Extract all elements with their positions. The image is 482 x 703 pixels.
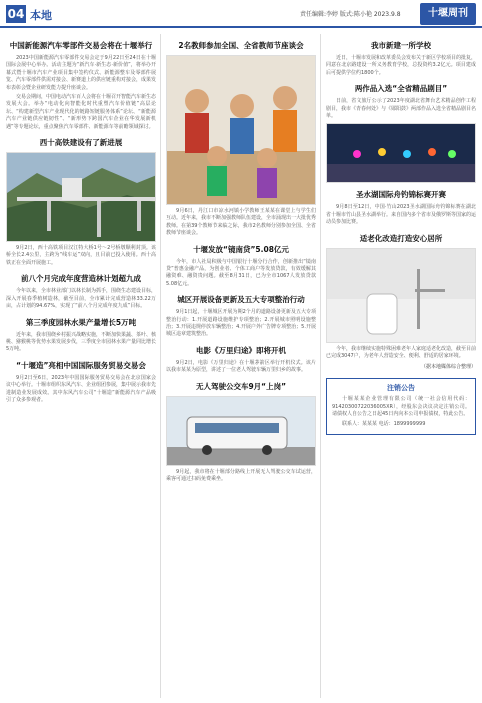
headline: 西十高铁建设有了新进展 (39, 138, 123, 148)
article-text: 今年，市人社局积极与中国银行十堰分行合作，创新推出“镜南贷”普惠金融产品，为创业者、个体工商户等发放贷款，有效缓解其融资难、融资贵问题。截至8月31日，已为全市1067人发放贷款5.08亿元。 (166, 258, 316, 287)
column-divider (160, 34, 161, 698)
bus-photo (166, 396, 316, 466)
notice-title: 注销公告 (387, 384, 415, 393)
article-text: 9月1日起，十堰城区开展为期2个月的道路设备更新及五大专项整治行动：1.开展道路设施维护专项整治；2.开展城市照明设施整治；3.开展违规停放车辆整治；4.开展户外广告牌专项整治；5.开展城区违章建筑整治。 (166, 309, 316, 338)
headline: 中国新能源汽车零部件交易会将在十堰举行 (9, 41, 153, 50)
article-text: 今年，我市继续实施特殊困难老年人家庭适老化改造，截至目前已完成3047户，为老年人营造安全、便利、舒适的居家环境。 (326, 345, 477, 360)
article-text: 9月2日至6日，2023年中国国际服务贸易交易会在北京国家会议中心举行。十堰市组织东风汽车、企业组团参展，集中展示我市先进制造业发展成效。其中东风汽车公司“十堰造”新能源汽车产品吸引了众多参观者。 (6, 374, 157, 403)
editors-line: 责任编辑:李婷 版式:陈小艳 2023.9.8 (300, 11, 401, 18)
byline: （据本地媒体综合整理） (420, 364, 476, 371)
headline: 我市新建一所学校 (371, 41, 431, 50)
article-text: 近日，十堰市发展和改革委员会发布关于新区学校项目的批复，同意在北京路建设一所义务教育学校，总投资约3.2亿元。项目建成后可提供学位约1800个。 (326, 55, 477, 76)
column-right (326, 34, 476, 435)
headline: 两作品入选“全省精品剧目” (354, 84, 448, 94)
page-header (0, 0, 482, 28)
article-text: 9月2日，电影《万里归途》在十堰茅箭区举行开机仪式。该片以我市某某为原型，讲述了一位老人驾驶车辆万里归乡的故事。 (166, 359, 316, 374)
photo-caption: 9月6日，丹江口市凉水河镇小学教师王某某在课堂上与学生们互动。近年来，我市不断加强教师队伍建设，全市涌现出一大批优秀教师。在第39个教师节来临之际，我市2名教师分别参加全国、全省教师节座谈会。 (166, 208, 317, 237)
headline: 十堰发放“镜南贷”5.08亿元 (193, 244, 289, 254)
masthead-logo: 十堰周刊 (420, 3, 476, 25)
section-title: 本地 (30, 9, 52, 22)
column-left (6, 34, 156, 406)
article-text: 交易会期间，中国电动汽车百人会将在十堰召开智能汽车新生态发展大会。举办“电动化向智能化时代重塑汽车价值链”高层论坛、“构建新型汽车产业现代化的链路短链服务体系”论坛、“新能源汽车产业链供应链韧性”、“新形势下跨国汽车企业在华发展新机遇”等专题论坛，重点聚焦汽车零部件、新能源车等前瞻领域探讨。 (6, 94, 157, 130)
headline: 2名教师参加全国、全省教师节座谈会 (178, 41, 304, 50)
classroom-photo (166, 55, 316, 205)
page-number: 04 (7, 7, 25, 21)
headline: 圣水湖国际舟钓锦标赛开赛 (356, 190, 446, 200)
notice-contact: 联系人：某某某 电话：1899999999 (342, 420, 426, 427)
bathroom-photo (326, 248, 476, 343)
headline: 城区开展设备更新及五大专项整治行动 (177, 295, 305, 305)
stage-performance-photo (326, 123, 476, 183)
column-divider (320, 34, 321, 698)
article-text: 9月起，我市将在十堰部分路线上开展无人驾驶公交车试运营，乘客可通过扫码免费乘坐。 (166, 468, 316, 483)
article-text: 2023中国新能源汽车零部件交易会定于9月22日至24日在十堰国际会展中心举办。活动主题为“新汽车·新生态·新价值”，将举办开幕式暨十堰市汽车产业项目集中签约仪式、新能源整车及零部件展览、汽车零部件供需对接会、新赛道上的供应链重构对接会，成果发布表彰会暨企业研发能力提升座谈会。 (6, 55, 157, 91)
article-text: 今年以来，全市林业部门以林长制为抓手，围绕生态建设目标，深入开展春季植树造林，截至目前，全市累计完成营造林33.22万亩，占计划的94.67%，实现了“前八个月完成年度九成”目标。 (6, 288, 157, 310)
column-middle (166, 34, 316, 486)
headline: 无人驾驶公交车9月“上岗” (195, 381, 287, 391)
article-text: 日前，省文旅厅公示了2023年度湖北省舞台艺术精品创作工程剧目，我市《青春何处》与《郧阳鼓》两部作品入选全省精品剧目名单。 (326, 98, 477, 120)
article-text: 近年来，我市围绕乡村振兴战略实施，不断加快果蔬、茶叶、核桃、猕猴桃等优势水果发展步伐，三季度全市园林水果产量同比增长5万吨。 (6, 331, 157, 353)
headline: “十堰造”亮相中国国际服务贸易交易会 (16, 360, 146, 370)
headline: 适老化改造打造安心居所 (359, 233, 443, 243)
bridge-photo (6, 152, 156, 242)
headline: 第三季度园林水果产量增长5万吨 (25, 317, 137, 327)
notice-box (326, 378, 476, 435)
article-text: 9月8日至12日，中国·竹山2023圣水湖国际舟钓锦标赛在湖北省十堰市竹山县圣水湖举行。来自国内多个省市及俄罗斯等国家的运动员参加比赛。 (326, 204, 477, 226)
headline: 电影《万里归途》即将开机 (196, 345, 286, 355)
article-text: 9月2日，西十高铁项目汉江特大桥1号～2号桥墩顺利封顶。该桥全长2.4公里，主跨为“线车运”双向，且目前已投入使用。西十高铁正在全面开展施工。 (6, 245, 156, 266)
notice-text: 十堰某某企业管理有限公司（统一社会信用代码：91420300722036005XR），经股东会决议决定注销公司。请债权人自公告之日起45日内向本公司申报债权，特此公告。 (332, 396, 470, 418)
headline: 前八个月完成年度营造林计划超九成 (21, 274, 141, 284)
